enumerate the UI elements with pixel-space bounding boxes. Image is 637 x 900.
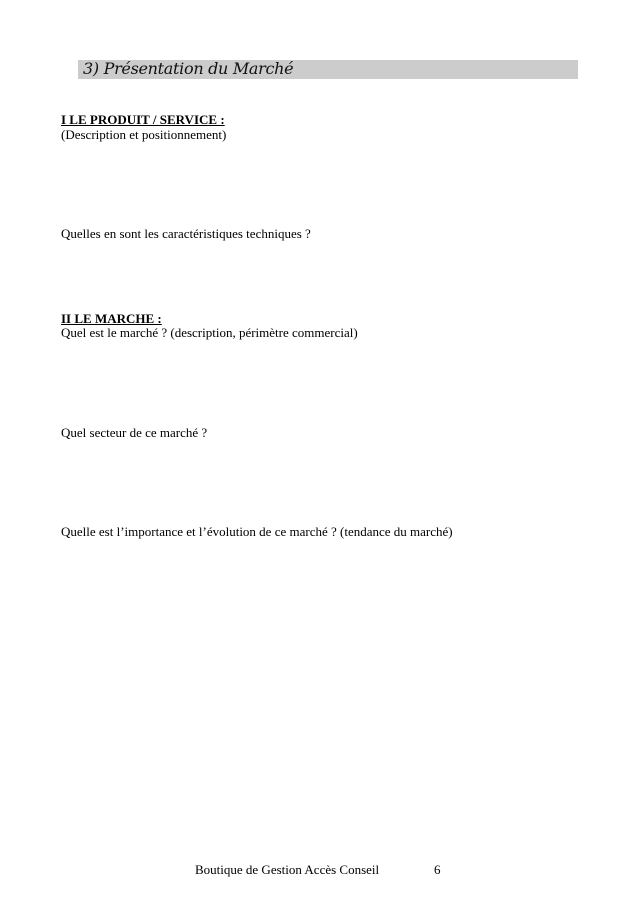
section-title-bar — [78, 60, 578, 79]
section-heading-product: I LE PRODUIT / SERVICE : — [61, 112, 225, 127]
page-title: 3) Présentation du Marché — [83, 59, 294, 78]
section-heading-market: II LE MARCHE : — [61, 311, 162, 326]
question-market-sector: Quel secteur de ce marché ? — [61, 425, 208, 440]
question-market-description: Quel est le marché ? (description, périmètre commercial) — [61, 325, 358, 340]
page-number: 6 — [434, 862, 441, 877]
question-market-importance: Quelle est l’importance et l’évolution de ce marché ? (tendance du marché) — [61, 524, 453, 539]
section-subtitle-product: (Description et positionnement) — [61, 127, 227, 142]
question-technical-characteristics: Quelles en sont les caractéristiques techniques ? — [61, 226, 311, 241]
footer-text: Boutique de Gestion Accès Conseil — [195, 862, 380, 877]
